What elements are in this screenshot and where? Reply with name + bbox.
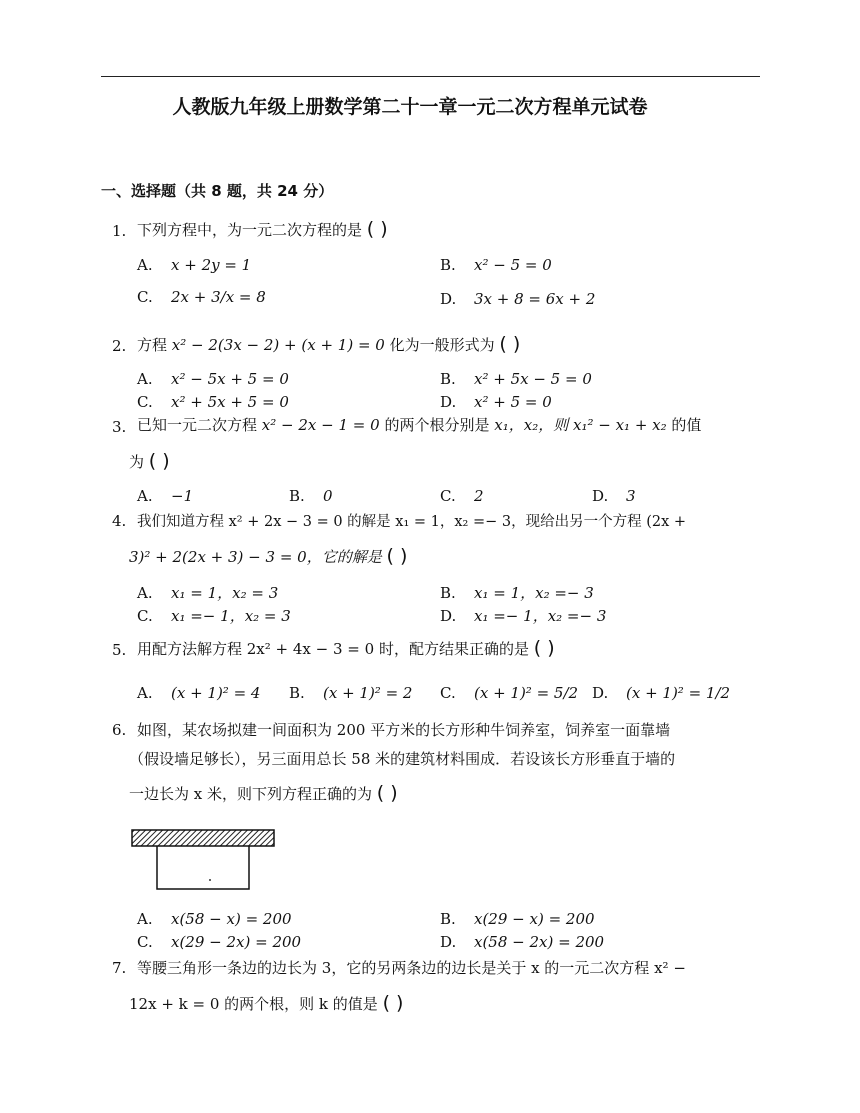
question-stem: 用配方法解方程 2x² + 4x − 3 = 0 时，配方结果正确的是 ( ) [137,637,555,659]
question-stem-continued: 12x + k = 0 的两个根，则 k 的值是 ( ) [129,992,404,1014]
option-d: D. 3 [592,487,636,505]
option-c: C. (x + 1)² = 5/2 [440,684,579,702]
option-c: C. 2 [440,487,484,505]
question-stem: 等腰三角形一条边的边长为 3，它的另两条边的边长是关于 x 的一元二次方程 x² − [137,959,686,977]
option-a: A. x(58 − x) = 200 [137,910,292,928]
wall-hatch [132,830,274,846]
question-stem-continued: 3)² + 2(2x + 3) − 3 = 0，它的解是 ( ) [129,545,408,567]
option-b: B. x² + 5x − 5 = 0 [440,370,592,388]
option-c: C. 2x + 3/x = 8 [137,288,266,306]
question-number: 6. [112,721,127,739]
option-c: C. x₁ =− 1，x₂ = 3 [137,607,291,625]
question-number: 5. [112,641,127,659]
wall-enclosure-figure [130,828,276,892]
option-d: D. x(58 − 2x) = 200 [440,933,605,951]
question-stem-continued: 为 ( ) [129,450,170,472]
option-d: D. x₁ =− 1，x₂ =− 3 [440,607,607,625]
option-d: D. 3x + 8 = 6x + 2 [440,290,596,308]
option-a: A. x + 2y = 1 [137,256,252,274]
page-title: 人教版九年级上册数学第二十一章一元二次方程单元试卷 [172,96,648,118]
question-number: 4. [112,512,127,530]
option-a: A. x² − 5x + 5 = 0 [137,370,289,388]
question-stem-continued: （假设墙足够长），另三面用总长 58 米的建筑材料围成．若设该长方形垂直于墙的 [129,750,676,768]
option-a: A. −1 [137,487,194,505]
option-b: B. 0 [289,487,333,505]
question-stem: 下列方程中，为一元二次方程的是 ( ) [137,218,388,240]
question-number: 3. [112,418,127,436]
option-a: A. (x + 1)² = 4 [137,684,261,702]
option-b: B. x₁ = 1，x₂ =− 3 [440,584,594,602]
question-stem: 方程 x² − 2(3x − 2) + (x + 1) = 0 化为一般形式为 ( ) [137,333,521,355]
option-d: D. (x + 1)² = 1/2 [592,684,731,702]
question-number: 7. [112,959,127,977]
question-stem: 我们知道方程 x² + 2x − 3 = 0 的解是 x₁ = 1，x₂ =− 3，现给出另一个方程 (2x + [137,514,687,530]
top-rule [101,76,760,77]
option-c: C. x(29 − 2x) = 200 [137,933,302,951]
option-b: B. x² − 5 = 0 [440,256,552,274]
option-a: A. x₁ = 1，x₂ = 3 [137,584,279,602]
question-stem: 如图，某农场拟建一间面积为 200 平方米的长方形种牛饲养室，饲养室一面靠墙 [137,721,671,739]
question-stem-continued: 一边长为 x 米，则下列方程正确的为 ( ) [129,782,398,804]
section-heading: 一、选择题（共 8 题，共 24 分） [101,182,334,200]
option-b: B. (x + 1)² = 2 [289,684,413,702]
option-b: B. x(29 − x) = 200 [440,910,595,928]
option-d: D. x² + 5 = 0 [440,393,552,411]
enclosure-outline [157,846,249,889]
question-number: 2. [112,337,127,355]
question-stem: 已知一元二次方程 x² − 2x − 1 = 0 的两个根分别是 x₁，x₂，则 x₁² − x₁ + x₂ 的值 [137,416,702,434]
option-c: C. x² + 5x + 5 = 0 [137,393,289,411]
question-number: 1. [112,222,127,240]
